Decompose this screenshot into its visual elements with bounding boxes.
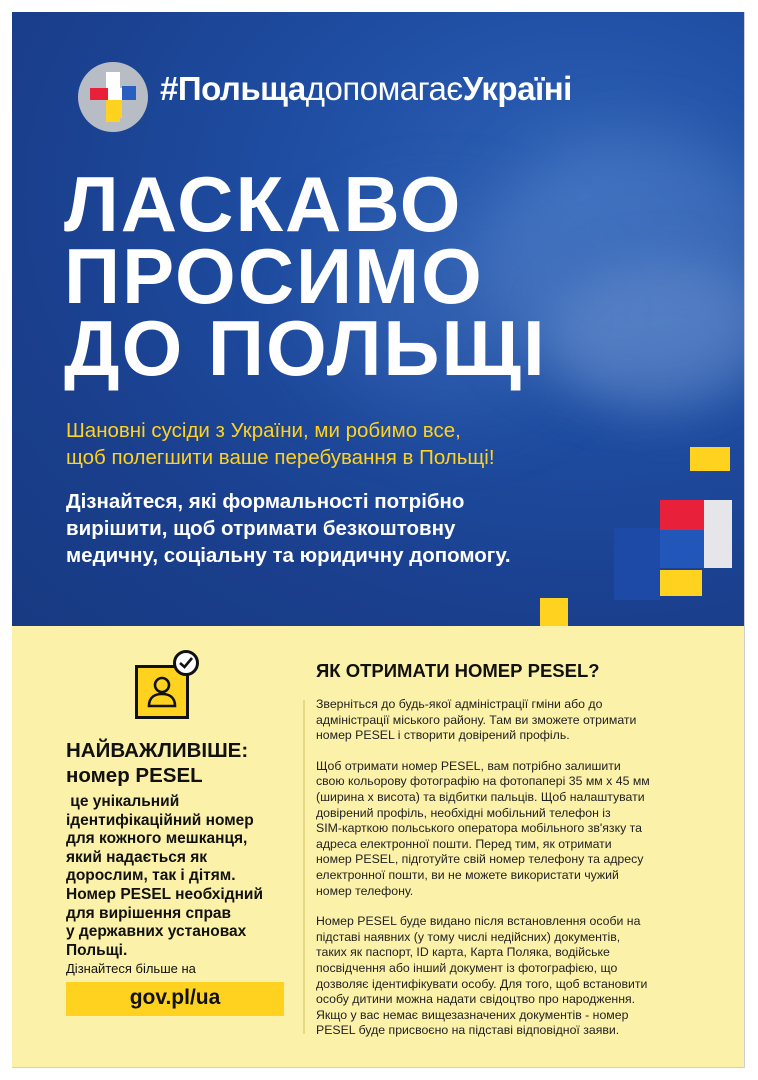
important-line: для вирішення справ [66, 904, 232, 922]
text-line: Номер PESEL буде видано після встановлення особи на [316, 914, 641, 929]
text-line: електронної пошти, ви не можете використати чужий [316, 867, 619, 882]
text-line: Зверніться до будь-якої адміністрації гміни або до [316, 697, 603, 711]
text-line: (ширина х висота) та відбитки пальців. Щоб налаштувати [316, 789, 645, 804]
text-line: дозволяє ідентифікувати особу. Для того, щоб встановити [316, 976, 648, 991]
text-line: адреса електронної пошти. Перед тим, як отримати [316, 836, 612, 851]
text-line: особу дитини можна надати свідоцтво про народження. [316, 992, 636, 1007]
important-line: Польщі. [66, 941, 128, 959]
intro-line-2: вирішити, щоб отримати безкоштовну [66, 517, 456, 540]
text-line: номер PESEL, підготуйте свій номер телефону та адресу [316, 852, 644, 867]
important-line: ідентифікаційний номер [66, 811, 254, 829]
important-line: який надається як [66, 848, 208, 866]
important-title-line-2: номер PESEL [66, 764, 203, 787]
headline-line-1: ЛАСКАВО [64, 160, 463, 248]
page-edge [12, 12, 745, 1068]
text-line: адміністрації міського району. Там ви зможете отримати [316, 712, 637, 727]
intro-line-3: медичну, соціальну та юридичну допомогу. [66, 544, 511, 567]
text-line: Щоб отримати номер PESEL, вам потрібно залишити [316, 758, 621, 773]
text-line: SIM-карткою польського оператора мобільного зв'язку та [316, 821, 642, 836]
important-line: для кожного мешканця, [66, 830, 248, 848]
important-line: Номер PESEL необхідний [66, 885, 263, 903]
text-line: таких як паспорт, ID карта, Карта Поляка, водійське [316, 945, 610, 960]
text-line: номер PESEL і створити довірений профіль. [316, 728, 570, 743]
important-line: у державних установах [66, 923, 247, 941]
intro-line-1: Дізнайтеся, які формальності потрібно [66, 490, 465, 513]
campaign-hashtag: #ПольщадопомагаєУкраїні [160, 70, 572, 107]
text-line: довірений профіль, необхідні мобільний телефон із [316, 805, 611, 820]
text-line: номер телефону. [316, 883, 414, 898]
pesel-section-title: ЯК ОТРИМАТИ НОМЕР PESEL? [316, 660, 600, 681]
text-line: підставі наявних (у тому числі недійсних) документів, [316, 929, 621, 944]
important-line: дорослим, так і дітям. [66, 867, 236, 885]
important-title-line-1: НАЙВАЖЛИВІШЕ: [66, 739, 249, 762]
learn-more-text: Дізнайтеся більше на [66, 961, 196, 976]
gov-link[interactable]: gov.pl/ua [129, 986, 221, 1009]
headline-line-3: ДО ПОЛЬЩІ [64, 304, 547, 392]
greeting-line-2: щоб полегшити ваше перебування в Польщі! [66, 446, 495, 469]
headline-line-2: ПРОСИМО [64, 232, 484, 320]
text-line: свою кольорову фотографію на фотопапері 35 мм х 45 мм [316, 774, 650, 789]
text-line: PESEL буде присвоєно на підставі відповідної заяви. [316, 1023, 620, 1038]
text-line: Якщо у вас немає вищезазначених документів - номер [316, 1007, 629, 1022]
important-line: це унікальний [66, 793, 180, 810]
text-line: посвідчення або інший документ із фотографією, що [316, 960, 618, 975]
greeting-line-1: Шановні сусіди з України, ми робимо все, [66, 419, 461, 442]
